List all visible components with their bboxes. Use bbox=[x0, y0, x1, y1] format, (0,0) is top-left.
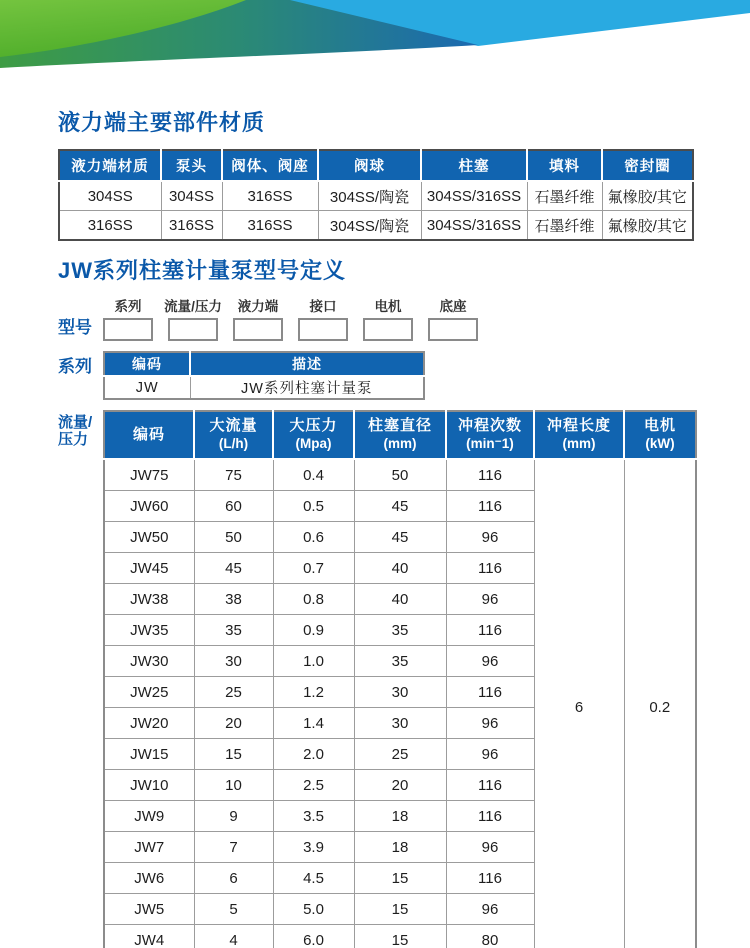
spec-cell: 96 bbox=[446, 522, 534, 553]
spec-col-header bbox=[104, 411, 194, 459]
model-slot-label: 接口 bbox=[309, 299, 337, 314]
spec-col-header-line1: 冲程次数 bbox=[457, 417, 522, 434]
model-slot-box bbox=[233, 318, 283, 341]
spec-cell: 96 bbox=[446, 832, 534, 863]
page-content bbox=[0, 106, 750, 948]
spec-col-header bbox=[273, 411, 354, 459]
materials-cell: 304SS/316SS bbox=[421, 181, 527, 211]
materials-cell: 氟橡胶/其它 bbox=[602, 181, 693, 211]
model-slot-label: 电机 bbox=[374, 299, 402, 314]
spec-cell: 6.0 bbox=[273, 925, 354, 948]
spec-cell: JW20 bbox=[104, 708, 194, 739]
spec-cell: 18 bbox=[354, 832, 446, 863]
spec-cell: 0.7 bbox=[273, 553, 354, 584]
spec-header-row bbox=[104, 411, 696, 459]
materials-col-header: 阀体、阀座 bbox=[222, 150, 318, 181]
materials-cell: 304SS/陶瓷 bbox=[318, 211, 421, 241]
spec-cell: JW25 bbox=[104, 677, 194, 708]
spec-cell: JW75 bbox=[104, 459, 194, 491]
spec-cell: 1.0 bbox=[273, 646, 354, 677]
materials-col-header: 密封圈 bbox=[602, 150, 693, 181]
spec-cell: 2.0 bbox=[273, 739, 354, 770]
spec-cell: 20 bbox=[354, 770, 446, 801]
spec-cell: 25 bbox=[354, 739, 446, 770]
spec-data-row bbox=[104, 459, 696, 491]
model-number-row bbox=[58, 295, 692, 341]
materials-cell: 石墨纤维 bbox=[527, 211, 602, 241]
series-header-row bbox=[104, 352, 424, 376]
spec-cell: 35 bbox=[354, 646, 446, 677]
flow-pressure-section bbox=[58, 410, 692, 948]
spec-cell: 45 bbox=[194, 553, 273, 584]
spec-cell: JW5 bbox=[104, 894, 194, 925]
spec-cell: 96 bbox=[446, 894, 534, 925]
materials-cell: 316SS bbox=[222, 211, 318, 241]
series-col-header: 描述 bbox=[190, 352, 424, 376]
materials-row bbox=[59, 181, 693, 211]
spec-cell: 15 bbox=[354, 894, 446, 925]
model-label: 型号 bbox=[58, 318, 92, 337]
spec-cell: 1.2 bbox=[273, 677, 354, 708]
spec-cell: JW4 bbox=[104, 925, 194, 948]
spec-cell: 50 bbox=[194, 522, 273, 553]
series-label: 系列 bbox=[58, 357, 92, 376]
spec-cell: 96 bbox=[446, 584, 534, 615]
model-slot bbox=[298, 295, 348, 341]
materials-cell: 304SS bbox=[161, 181, 222, 211]
spec-cell: 9 bbox=[194, 801, 273, 832]
materials-table bbox=[58, 149, 694, 241]
spec-cell: 60 bbox=[194, 491, 273, 522]
spec-cell: 116 bbox=[446, 459, 534, 491]
spec-cell: JW10 bbox=[104, 770, 194, 801]
spec-col-header-line1: 电机 bbox=[643, 417, 676, 434]
spec-cell: 116 bbox=[446, 801, 534, 832]
materials-col-header: 液力端材质 bbox=[59, 150, 161, 181]
spec-cell: 50 bbox=[354, 459, 446, 491]
spec-col-header-line1: 冲程长度 bbox=[546, 417, 611, 434]
spec-cell: 30 bbox=[354, 708, 446, 739]
spec-cell: JW7 bbox=[104, 832, 194, 863]
spec-cell: 0.8 bbox=[273, 584, 354, 615]
spec-cell: JW30 bbox=[104, 646, 194, 677]
banner-graphic bbox=[0, 0, 750, 100]
materials-cell: 石墨纤维 bbox=[527, 181, 602, 211]
spec-cell: JW50 bbox=[104, 522, 194, 553]
spec-cell: 116 bbox=[446, 553, 534, 584]
model-slot-box bbox=[298, 318, 348, 341]
spec-cell: 0.4 bbox=[273, 459, 354, 491]
spec-cell: 15 bbox=[354, 863, 446, 894]
flow-pressure-label-line1: 流量/ bbox=[58, 414, 93, 431]
materials-col-header: 泵头 bbox=[161, 150, 222, 181]
spec-cell: 96 bbox=[446, 646, 534, 677]
spec-cell: 35 bbox=[354, 615, 446, 646]
spec-cell: 3.9 bbox=[273, 832, 354, 863]
spec-cell: 116 bbox=[446, 491, 534, 522]
spec-cell: 15 bbox=[194, 739, 273, 770]
model-def-section-title: JW系列柱塞计量泵型号定义 bbox=[58, 258, 347, 283]
spec-cell: 7 bbox=[194, 832, 273, 863]
materials-cell: 316SS bbox=[222, 181, 318, 211]
spec-col-header-line2: (mm) bbox=[383, 436, 417, 451]
series-col-header: 编码 bbox=[104, 352, 190, 376]
spec-cell: 20 bbox=[194, 708, 273, 739]
materials-cell: 316SS bbox=[161, 211, 222, 241]
spec-col-header-line1: 大流量 bbox=[209, 417, 258, 434]
spec-cell: 1.4 bbox=[273, 708, 354, 739]
materials-header-row bbox=[59, 150, 693, 181]
spec-cell: 116 bbox=[446, 615, 534, 646]
spec-cell: 0.5 bbox=[273, 491, 354, 522]
spec-col-header bbox=[354, 411, 446, 459]
spec-col-header bbox=[534, 411, 624, 459]
spec-col-header-line2: (Mpa) bbox=[295, 436, 332, 451]
spec-col-header-line2: (min⁻1) bbox=[466, 436, 514, 451]
model-slot bbox=[164, 295, 222, 341]
spec-col-header-line1: 编码 bbox=[132, 426, 165, 443]
spec-col-header-line1: 柱塞直径 bbox=[367, 417, 432, 434]
model-slot-box bbox=[168, 318, 218, 341]
spec-cell: 15 bbox=[354, 925, 446, 948]
spec-col-header bbox=[624, 411, 696, 459]
materials-cell: 304SS/316SS bbox=[421, 211, 527, 241]
spec-cell: 6 bbox=[194, 863, 273, 894]
series-table bbox=[103, 351, 425, 400]
spec-cell: 116 bbox=[446, 677, 534, 708]
spec-cell: 5.0 bbox=[273, 894, 354, 925]
spec-cell: 40 bbox=[354, 584, 446, 615]
model-slot bbox=[233, 295, 283, 341]
spec-cell: 116 bbox=[446, 863, 534, 894]
spec-cell: 30 bbox=[354, 677, 446, 708]
spec-cell: 18 bbox=[354, 801, 446, 832]
materials-cell: 氟橡胶/其它 bbox=[602, 211, 693, 241]
spec-cell: JW60 bbox=[104, 491, 194, 522]
spec-cell: 45 bbox=[354, 522, 446, 553]
model-slot-box bbox=[103, 318, 153, 341]
spec-col-header-line2: (L/h) bbox=[218, 436, 249, 451]
materials-col-header: 阀球 bbox=[318, 150, 421, 181]
spec-cell: 4 bbox=[194, 925, 273, 948]
spec-cell: 35 bbox=[194, 615, 273, 646]
materials-row bbox=[59, 211, 693, 241]
spec-cell: 0.6 bbox=[273, 522, 354, 553]
spec-col-header-line2: (mm) bbox=[562, 436, 596, 451]
materials-cell: 316SS bbox=[59, 211, 161, 241]
model-slot-box bbox=[428, 318, 478, 341]
spec-cell: JW6 bbox=[104, 863, 194, 894]
flow-pressure-label-line2: 压力 bbox=[58, 431, 89, 448]
spec-cell: 2.5 bbox=[273, 770, 354, 801]
spec-col-header bbox=[194, 411, 273, 459]
model-slot-label: 液力端 bbox=[237, 299, 279, 314]
materials-cell: 304SS/陶瓷 bbox=[318, 181, 421, 211]
spec-col-header-line2: (kW) bbox=[645, 436, 675, 451]
model-slots bbox=[103, 295, 478, 341]
spec-cell: 116 bbox=[446, 770, 534, 801]
materials-section-title: 液力端主要部件材质 bbox=[58, 110, 266, 135]
stroke-length-merged-cell: 6 bbox=[534, 459, 624, 948]
motor-kw-merged-cell: 0.2 bbox=[624, 459, 696, 948]
spec-cell: JW35 bbox=[104, 615, 194, 646]
materials-col-header: 柱塞 bbox=[421, 150, 527, 181]
model-slot-label: 流量/压力 bbox=[164, 299, 222, 314]
spec-col-header-line1: 大压力 bbox=[289, 417, 338, 434]
spec-cell: 0.9 bbox=[273, 615, 354, 646]
spec-table bbox=[103, 410, 697, 948]
spec-cell: 80 bbox=[446, 925, 534, 948]
series-cell: JW bbox=[104, 376, 190, 399]
model-slot bbox=[363, 295, 413, 341]
spec-cell: 4.5 bbox=[273, 863, 354, 894]
materials-col-header: 填料 bbox=[527, 150, 602, 181]
spec-cell: 3.5 bbox=[273, 801, 354, 832]
spec-cell: 25 bbox=[194, 677, 273, 708]
model-slot-label: 系列 bbox=[114, 299, 142, 314]
spec-cell: 40 bbox=[354, 553, 446, 584]
spec-cell: 38 bbox=[194, 584, 273, 615]
flow-pressure-label bbox=[58, 410, 103, 448]
spec-cell: 96 bbox=[446, 708, 534, 739]
materials-cell: 304SS bbox=[59, 181, 161, 211]
spec-cell: JW9 bbox=[104, 801, 194, 832]
spec-col-header bbox=[446, 411, 534, 459]
model-slot bbox=[428, 295, 478, 341]
spec-cell: JW45 bbox=[104, 553, 194, 584]
spec-cell: 75 bbox=[194, 459, 273, 491]
spec-cell: JW38 bbox=[104, 584, 194, 615]
spec-cell: 5 bbox=[194, 894, 273, 925]
series-section bbox=[58, 351, 692, 400]
spec-cell: 10 bbox=[194, 770, 273, 801]
model-slot-box bbox=[363, 318, 413, 341]
spec-cell: 30 bbox=[194, 646, 273, 677]
model-slot bbox=[103, 295, 153, 341]
series-row bbox=[104, 376, 424, 399]
spec-cell: JW15 bbox=[104, 739, 194, 770]
spec-cell: 45 bbox=[354, 491, 446, 522]
spec-cell: 96 bbox=[446, 739, 534, 770]
series-cell: JW系列柱塞计量泵 bbox=[190, 376, 424, 399]
model-slot-label: 底座 bbox=[439, 299, 467, 314]
